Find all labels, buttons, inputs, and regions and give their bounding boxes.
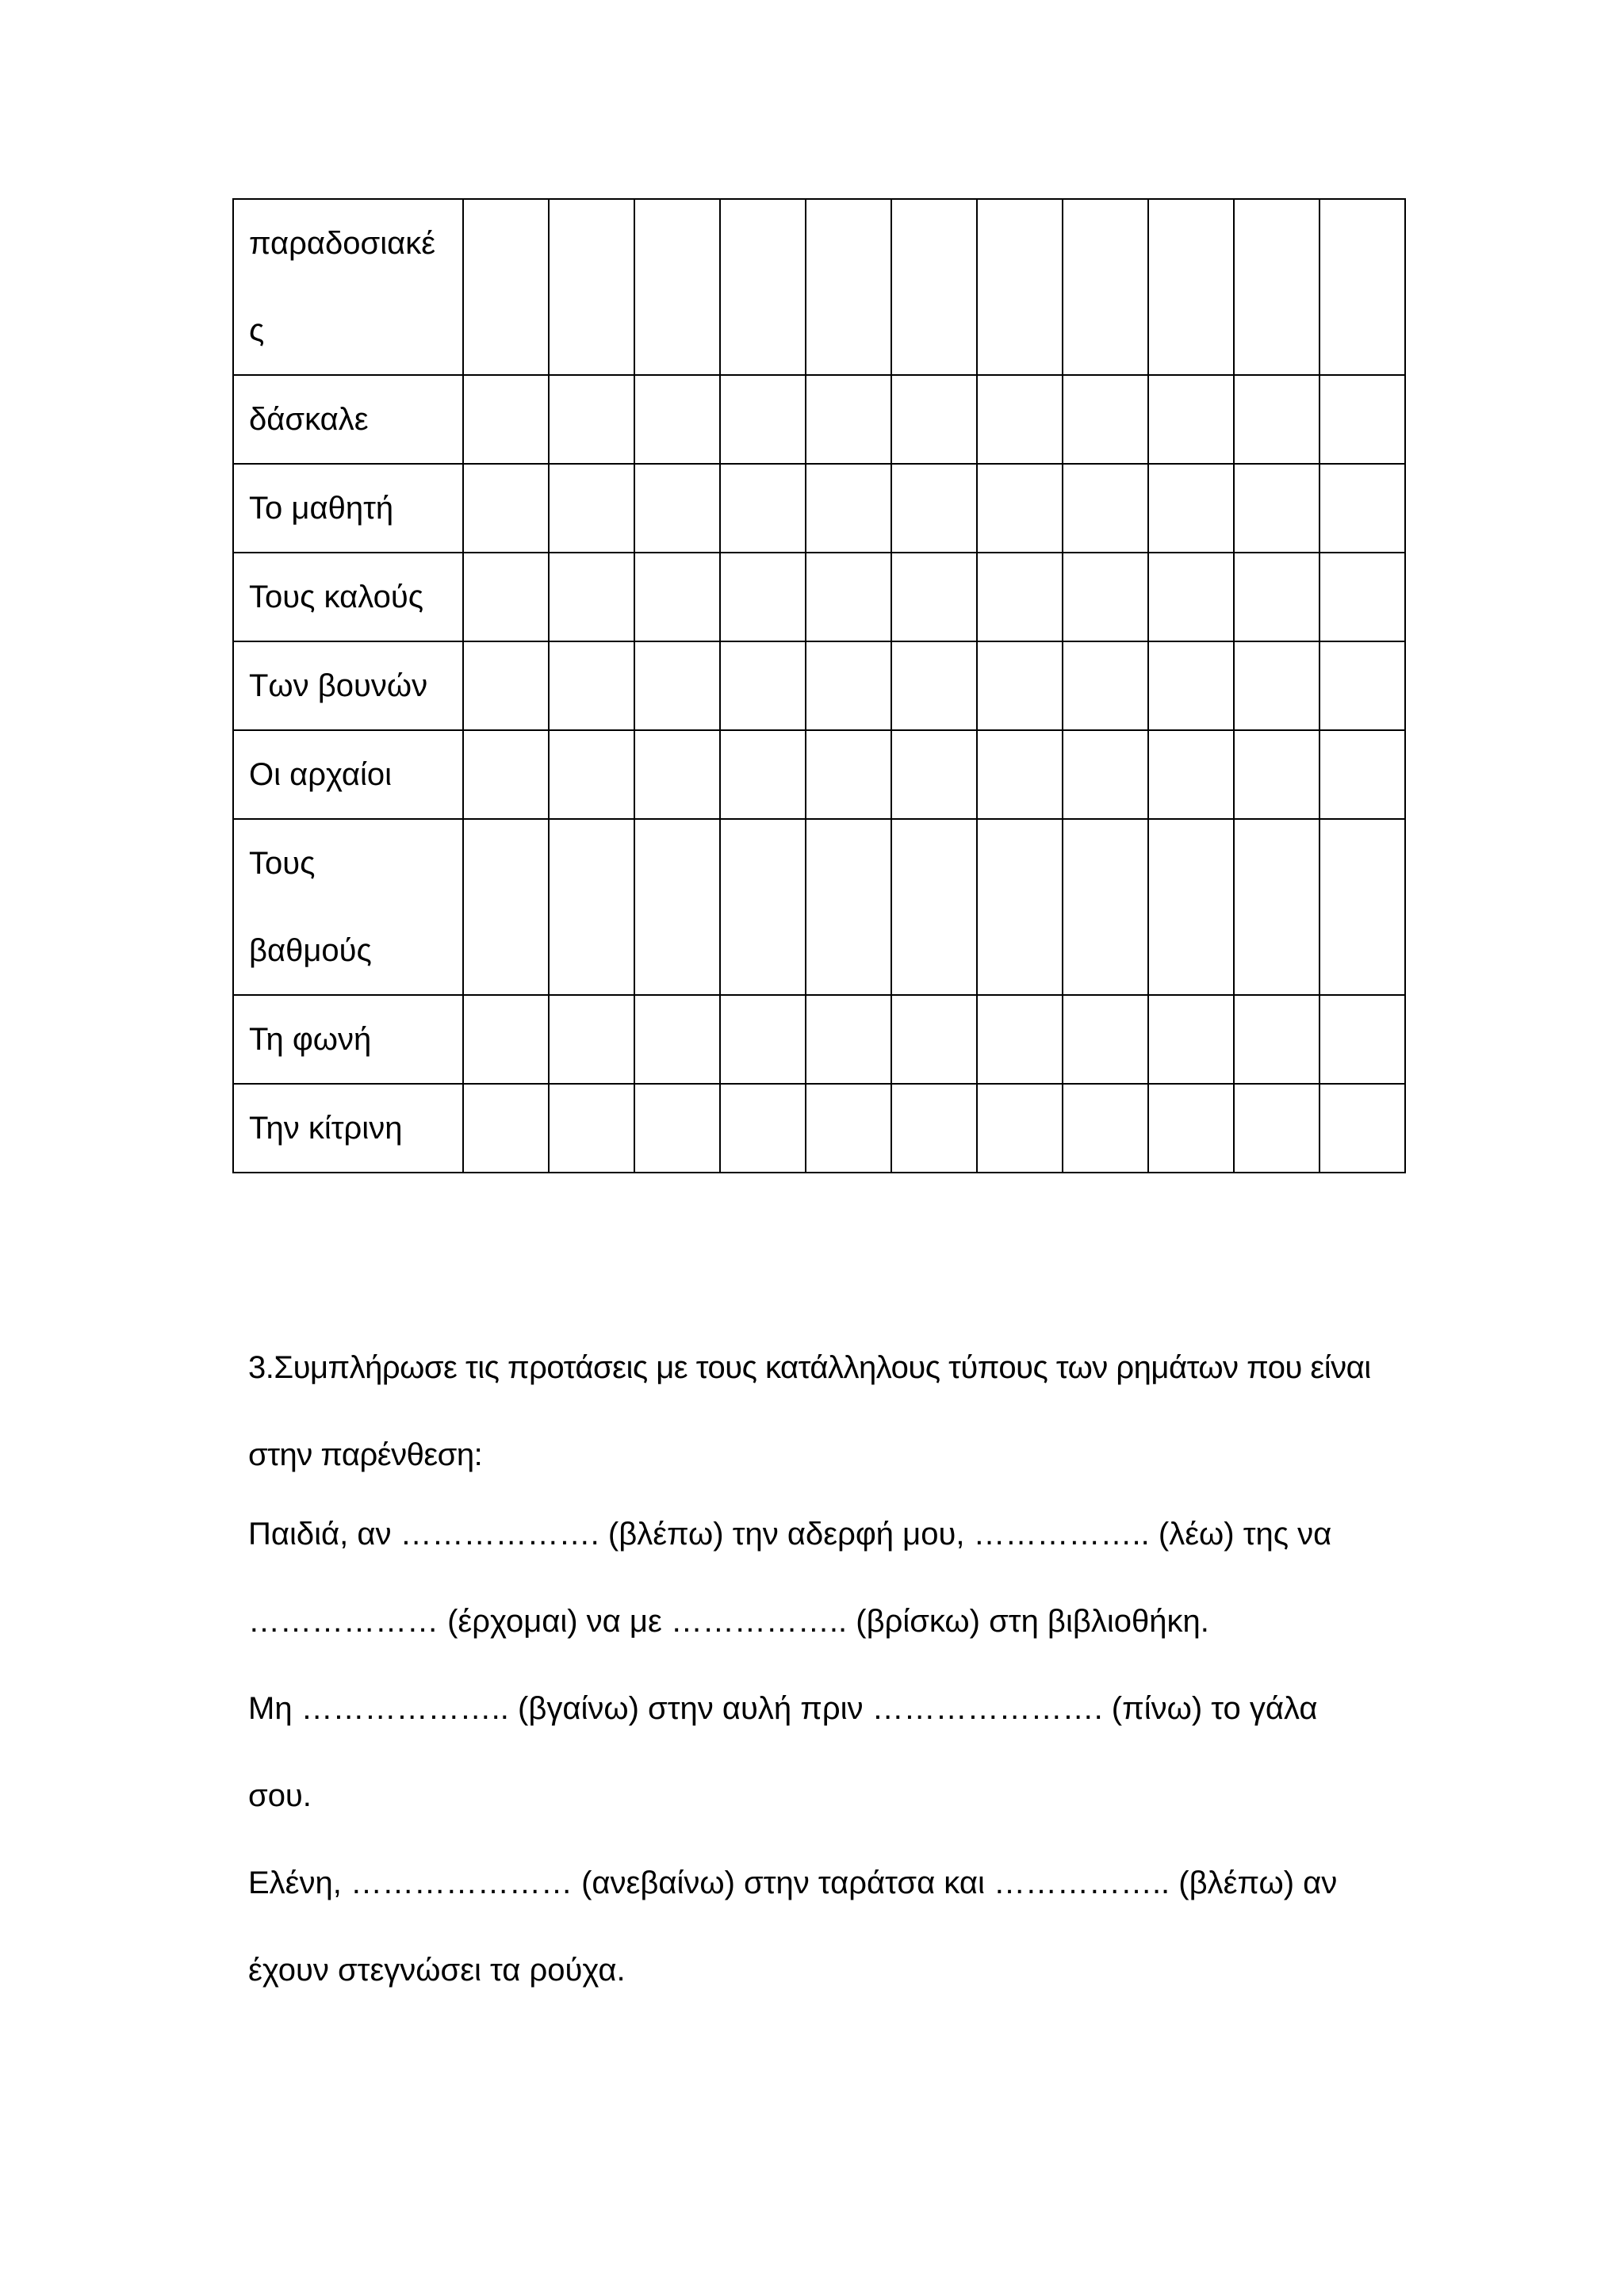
- blank-cell: [549, 730, 634, 819]
- blank-cell: [634, 995, 720, 1084]
- blank-cell: [1234, 1084, 1320, 1173]
- blank-cell: [806, 1084, 891, 1173]
- blank-cell: [1148, 375, 1234, 464]
- blank-cell: [1320, 1084, 1405, 1173]
- blank-cell: [463, 641, 549, 730]
- table-row: [233, 641, 1405, 730]
- blank-cell: [1063, 199, 1148, 375]
- blank-cell: [1320, 553, 1405, 641]
- blank-cell: [1320, 641, 1405, 730]
- table-row: [233, 464, 1405, 553]
- word-grid-body: [233, 199, 1405, 1173]
- blank-cell: [1234, 641, 1320, 730]
- blank-cell: [634, 1084, 720, 1173]
- blank-cell: [891, 375, 977, 464]
- blank-cell: [1063, 730, 1148, 819]
- blank-cell: [891, 819, 977, 995]
- blank-cell: [977, 464, 1063, 553]
- blank-cell: [1234, 375, 1320, 464]
- blank-cell: [977, 819, 1063, 995]
- blank-cell: [1148, 464, 1234, 553]
- blank-cell: [720, 641, 806, 730]
- blank-cell: [1063, 375, 1148, 464]
- blank-cell: [891, 641, 977, 730]
- blank-cell: [891, 995, 977, 1084]
- blank-cell: [634, 199, 720, 375]
- blank-cell: [1148, 199, 1234, 375]
- blank-cell: [1148, 995, 1234, 1084]
- blank-cell: [1320, 199, 1405, 375]
- blank-cell: [806, 464, 891, 553]
- blank-cell: [1320, 464, 1405, 553]
- blank-cell: [1234, 995, 1320, 1084]
- blank-cell: [977, 1084, 1063, 1173]
- blank-cell: [634, 553, 720, 641]
- blank-cell: [720, 995, 806, 1084]
- blank-cell: [549, 199, 634, 375]
- blank-cell: [463, 553, 549, 641]
- blank-cell: [720, 553, 806, 641]
- blank-cell: [720, 375, 806, 464]
- blank-cell: [549, 464, 634, 553]
- blank-cell: [1234, 819, 1320, 995]
- word-cell: Των βουνών: [233, 641, 463, 730]
- blank-cell: [549, 375, 634, 464]
- table-row: [233, 1084, 1405, 1173]
- blank-cell: [634, 375, 720, 464]
- blank-cell: [549, 995, 634, 1084]
- blank-cell: [549, 1084, 634, 1173]
- blank-cell: [1063, 995, 1148, 1084]
- blank-cell: [806, 730, 891, 819]
- blank-cell: [806, 199, 891, 375]
- blank-cell: [1148, 730, 1234, 819]
- blank-cell: [720, 730, 806, 819]
- blank-cell: [463, 464, 549, 553]
- blank-cell: [1320, 819, 1405, 995]
- blank-cell: [1234, 553, 1320, 641]
- blank-cell: [891, 464, 977, 553]
- blank-cell: [891, 199, 977, 375]
- blank-cell: [977, 730, 1063, 819]
- blank-cell: [1234, 199, 1320, 375]
- blank-cell: [1063, 464, 1148, 553]
- blank-cell: [1234, 464, 1320, 553]
- blank-cell: [977, 553, 1063, 641]
- exercise-3-heading: 3.Συμπλήρωσε τις προτάσεις με τους κατάλληλους τύπους των ρημάτων που είναι στην παρένθεση:: [248, 1350, 1371, 1472]
- blank-cell: [549, 641, 634, 730]
- word-cell: Τη φωνή: [233, 995, 463, 1084]
- blank-cell: [634, 730, 720, 819]
- blank-cell: [463, 730, 549, 819]
- word-cell: δάσκαλε: [233, 375, 463, 464]
- word-grid-table: [232, 198, 1406, 1173]
- word-cell: Την κίτρινη: [233, 1084, 463, 1173]
- blank-cell: [1148, 1084, 1234, 1173]
- blank-cell: [977, 199, 1063, 375]
- blank-cell: [891, 730, 977, 819]
- word-cell: παραδοσιακέ ς: [233, 199, 463, 375]
- blank-cell: [720, 464, 806, 553]
- blank-cell: [806, 819, 891, 995]
- blank-cell: [720, 819, 806, 995]
- exercise-3-sentence-1: Παιδιά, αν ………………. (βλέπω) την αδερφή μου, …………….. (λέω) της να ……………… (έρχομαι) να με …………….. (βρίσκω) στη βιβλιοθήκη.: [248, 1517, 1332, 1639]
- word-cell: Το μαθητή: [233, 464, 463, 553]
- table-row: [233, 730, 1405, 819]
- blank-cell: [806, 375, 891, 464]
- word-cell: Τους καλούς: [233, 553, 463, 641]
- blank-cell: [1320, 730, 1405, 819]
- word-cell: Οι αρχαίοι: [233, 730, 463, 819]
- blank-cell: [891, 553, 977, 641]
- blank-cell: [1148, 819, 1234, 995]
- blank-cell: [1063, 1084, 1148, 1173]
- blank-cell: [806, 553, 891, 641]
- table-row: [233, 995, 1405, 1084]
- blank-cell: [463, 375, 549, 464]
- blank-cell: [1148, 641, 1234, 730]
- blank-cell: [977, 641, 1063, 730]
- blank-cell: [720, 199, 806, 375]
- blank-cell: [806, 641, 891, 730]
- blank-cell: [1063, 553, 1148, 641]
- blank-cell: [1063, 641, 1148, 730]
- blank-cell: [977, 995, 1063, 1084]
- blank-cell: [549, 819, 634, 995]
- blank-cell: [463, 1084, 549, 1173]
- blank-cell: [549, 553, 634, 641]
- blank-cell: [634, 464, 720, 553]
- blank-cell: [720, 1084, 806, 1173]
- blank-cell: [463, 995, 549, 1084]
- blank-cell: [1148, 553, 1234, 641]
- table-row: [233, 819, 1405, 995]
- exercise-3-sentence-2: Μη ……………….. (βγαίνω) στην αυλή πριν …………………. (πίνω) το γάλα σου.: [248, 1691, 1318, 1813]
- blank-cell: [977, 375, 1063, 464]
- blank-cell: [1320, 375, 1405, 464]
- table-row: [233, 553, 1405, 641]
- blank-cell: [634, 819, 720, 995]
- exercise-3-sentence-3: Ελένη, ………………… (ανεβαίνω) στην ταράτσα και …………….. (βλέπω) αν έχουν στεγνώσει τα ρούχα.: [248, 1866, 1338, 1988]
- blank-cell: [1320, 995, 1405, 1084]
- blank-cell: [1063, 819, 1148, 995]
- blank-cell: [891, 1084, 977, 1173]
- table-row: [233, 199, 1405, 375]
- word-cell: Τους βαθμούς: [233, 819, 463, 995]
- blank-cell: [463, 819, 549, 995]
- blank-cell: [1234, 730, 1320, 819]
- blank-cell: [463, 199, 549, 375]
- blank-cell: [806, 995, 891, 1084]
- blank-cell: [634, 641, 720, 730]
- table-row: [233, 375, 1405, 464]
